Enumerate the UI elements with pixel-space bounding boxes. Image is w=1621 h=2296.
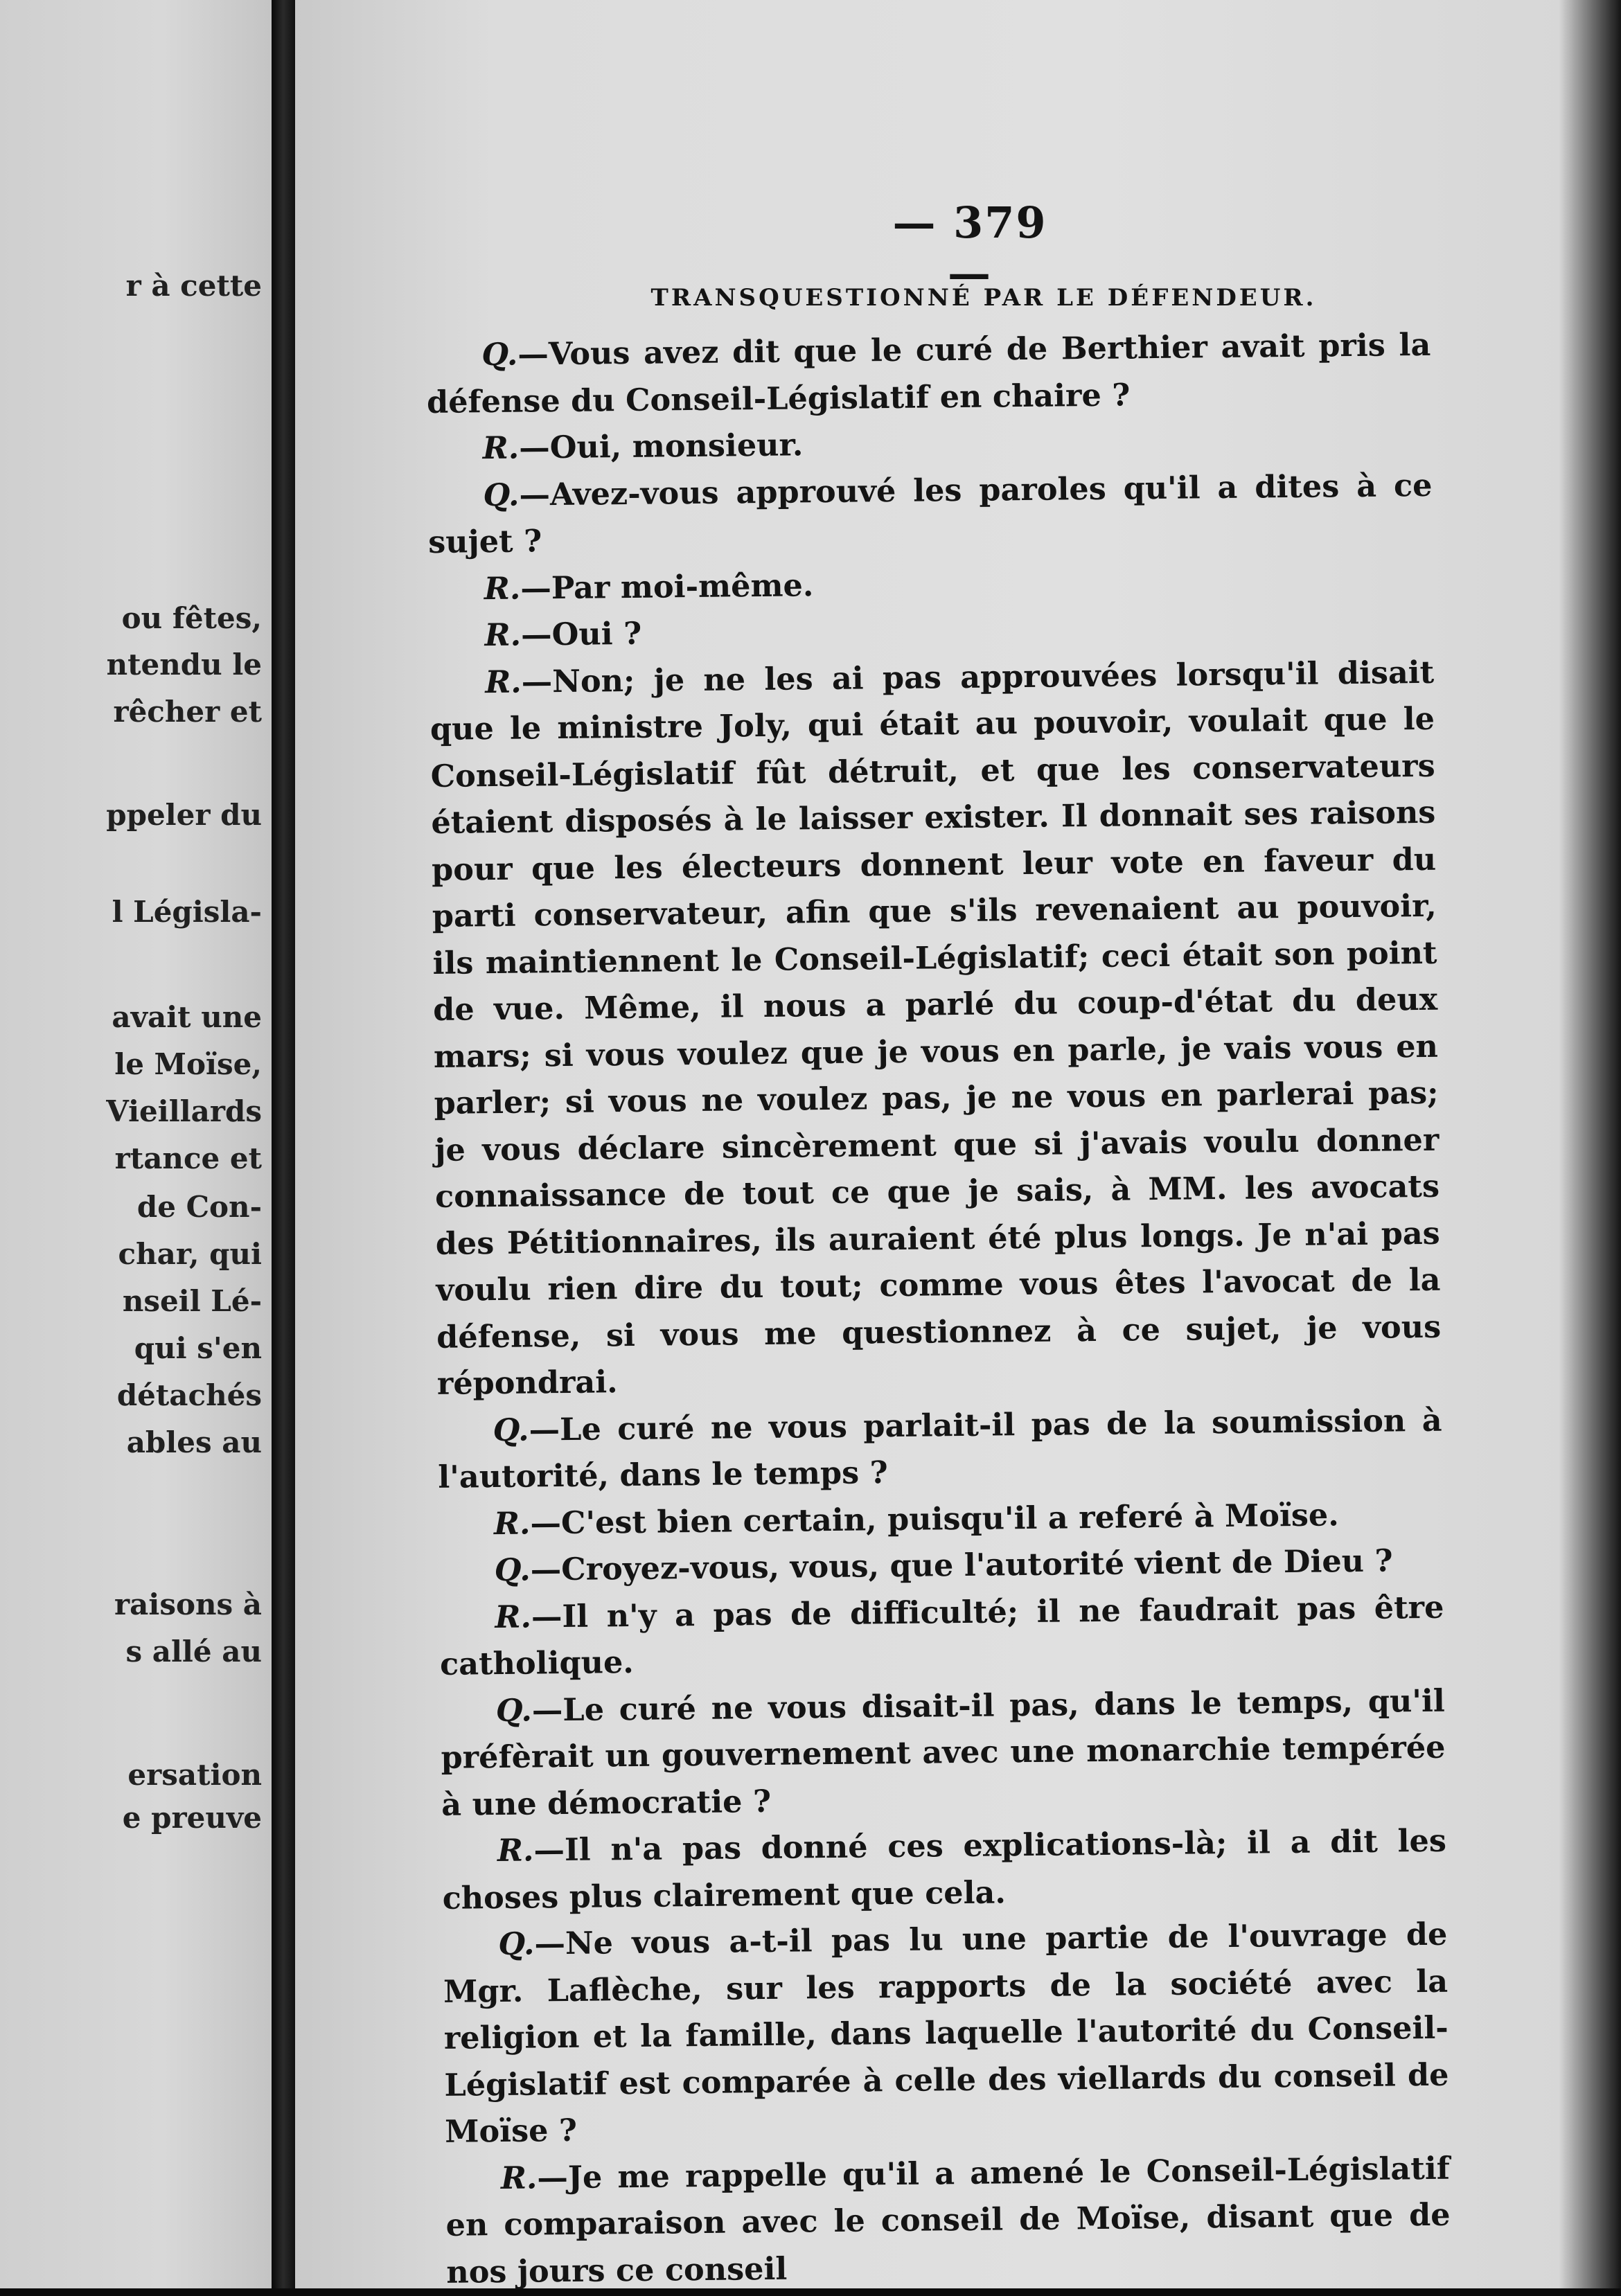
exchange-paragraph <box>445 2145 1451 2296</box>
answer-marker: R. <box>500 2159 538 2196</box>
left-page-line: ppeler du <box>106 798 262 832</box>
left-page-line: Vieillards <box>106 1094 262 1128</box>
exchange-text: —C'est bien certain, puisqu'il a referé à Moïse. <box>530 1496 1339 1542</box>
page-edge-shadow <box>1559 0 1621 2288</box>
left-page-line: s allé au <box>125 1635 262 1668</box>
left-page-line: l Législa- <box>112 895 262 929</box>
question-marker: Q. <box>498 1925 535 1963</box>
exchange-text: —Par moi-même. <box>520 567 814 607</box>
answer-marker: R. <box>482 429 520 467</box>
exchange-paragraph <box>426 322 1431 426</box>
page-number: — 379 — <box>892 197 1047 299</box>
question-marker: Q. <box>494 1551 531 1589</box>
left-page-line: ou fêtes, <box>121 601 262 635</box>
exchange-paragraph <box>427 462 1433 566</box>
question-marker: Q. <box>495 1692 533 1729</box>
exchange-paragraph <box>440 1677 1446 1828</box>
answer-marker: R. <box>495 1599 532 1635</box>
answer-marker: R. <box>485 664 522 700</box>
exchange-text: —Le curé ne vous disait-il pas, dans le temps, qu'il préfèrait un gouvernement avec une monarchie tempérée à une démocratie ? <box>441 1682 1446 1823</box>
book-gutter <box>272 0 295 2288</box>
exchange-text: —Croyez-vous, vous, que l'autorité vient de Dieu ? <box>530 1542 1393 1588</box>
exchange-text: —Oui ? <box>520 615 642 653</box>
previous-page-fragment <box>0 0 272 2288</box>
answer-marker: R. <box>497 1832 534 1869</box>
left-page-line: ersation <box>127 1758 262 1792</box>
exchange-text: —Il n'a pas donné ces explications-là; il a dit les choses plus clairement que cela. <box>442 1822 1447 1916</box>
exchange-paragraph <box>429 649 1442 1407</box>
left-page-line: le Moïse, <box>114 1047 262 1081</box>
left-page-line: qui s'en <box>134 1331 262 1365</box>
answer-marker: R. <box>484 570 521 607</box>
testimony-text <box>426 322 1451 2296</box>
left-page-line: ntendu le <box>106 648 262 682</box>
exchange-paragraph <box>439 1584 1444 1688</box>
exchange-paragraph <box>437 1397 1442 1501</box>
exchange-text: —Ne vous a-t-il pas lu une partie de l'ouvrage de Mgr. Laflèche, sur les rapports de la société avec la religion et la famille, dans laquelle l'autorité du Conseil-Législatif est comparée à celle des viellards du conseil de Moïse ? <box>443 1916 1449 2150</box>
left-page-line: raisons à <box>114 1587 262 1621</box>
answer-marker: R. <box>493 1505 531 1542</box>
exchange-text: —Non; je ne les ai pas approuvées lorsqu'il disait que le ministre Joly, qui était au pouvoir, voulait que le Conseil-Législatif fût détruit, et que les conservateurs étaient disposés à le laisser exister. Il donnait ses raisons pour que les électeurs donnent leur vote en faveur du parti conservateur, afin que s'ils revenaient au pouvoir, ils maintiennent le Conseil-Législatif; ceci était son point de vue. Même, il nous a parlé du coup-d'état du deux mars; si vous voulez que je vous en parle, je vais vous en parler; si vous ne voulez pas, je ne vous en parlerai pas; je vous déclare sincèrement que si j'avais voulu donner connaissance de tout ce que je sais, à MM. les avocats des Pétitionnaires, ils auraient été plus longs. Je n'ai pas voulu rien dire du tout; comme vous êtes l'avocat de la défense, si vous me questionnez à ce sujet, je vous répondrai. <box>429 654 1442 1402</box>
question-marker: Q. <box>483 477 520 513</box>
left-page-line: nseil Lé- <box>122 1284 262 1318</box>
exchange-paragraph <box>443 1912 1449 2156</box>
exchange-text: —Oui, monsieur. <box>518 427 804 466</box>
left-page-line: r à cette <box>125 269 262 303</box>
left-page-line: rtance et <box>114 1141 262 1175</box>
exchange-text: —Le curé ne vous parlait-il pas de la soumission à l'autorité, dans le temps ? <box>438 1402 1442 1495</box>
exchange-text: —Avez-vous approuvé les paroles qu'il a dites à ce sujet ? <box>427 467 1433 560</box>
question-marker: Q. <box>493 1412 529 1448</box>
left-page-line: de Con- <box>136 1190 262 1224</box>
left-page-line: avait une <box>112 1000 262 1034</box>
answer-marker: R. <box>484 616 522 654</box>
left-page-line: rêcher et <box>113 695 262 729</box>
exchange-text: —Je me rappelle qu'il a amené le Conseil-Législatif en comparaison avec le conseil de Moïse, disant que de nos jours ce conseil <box>445 2150 1451 2290</box>
left-page-line: détachés <box>116 1378 262 1412</box>
section-heading: TRANSQUESTIONNÉ PAR LE DÉFENDEUR. <box>650 284 1317 312</box>
left-page-line: ables au <box>126 1425 262 1459</box>
left-page-line: char, qui <box>118 1237 262 1271</box>
left-page-line: e preuve <box>122 1801 262 1835</box>
question-marker: Q. <box>481 336 518 373</box>
exchange-text: —Il n'y a pas de difficulté; il ne faudrait pas être catholique. <box>439 1589 1444 1682</box>
exchange-text: —Vous avez dit que le curé de Berthier avait pris la défense du Conseil-Législatif en chaire ? <box>426 326 1431 420</box>
exchange-paragraph <box>442 1818 1447 1922</box>
